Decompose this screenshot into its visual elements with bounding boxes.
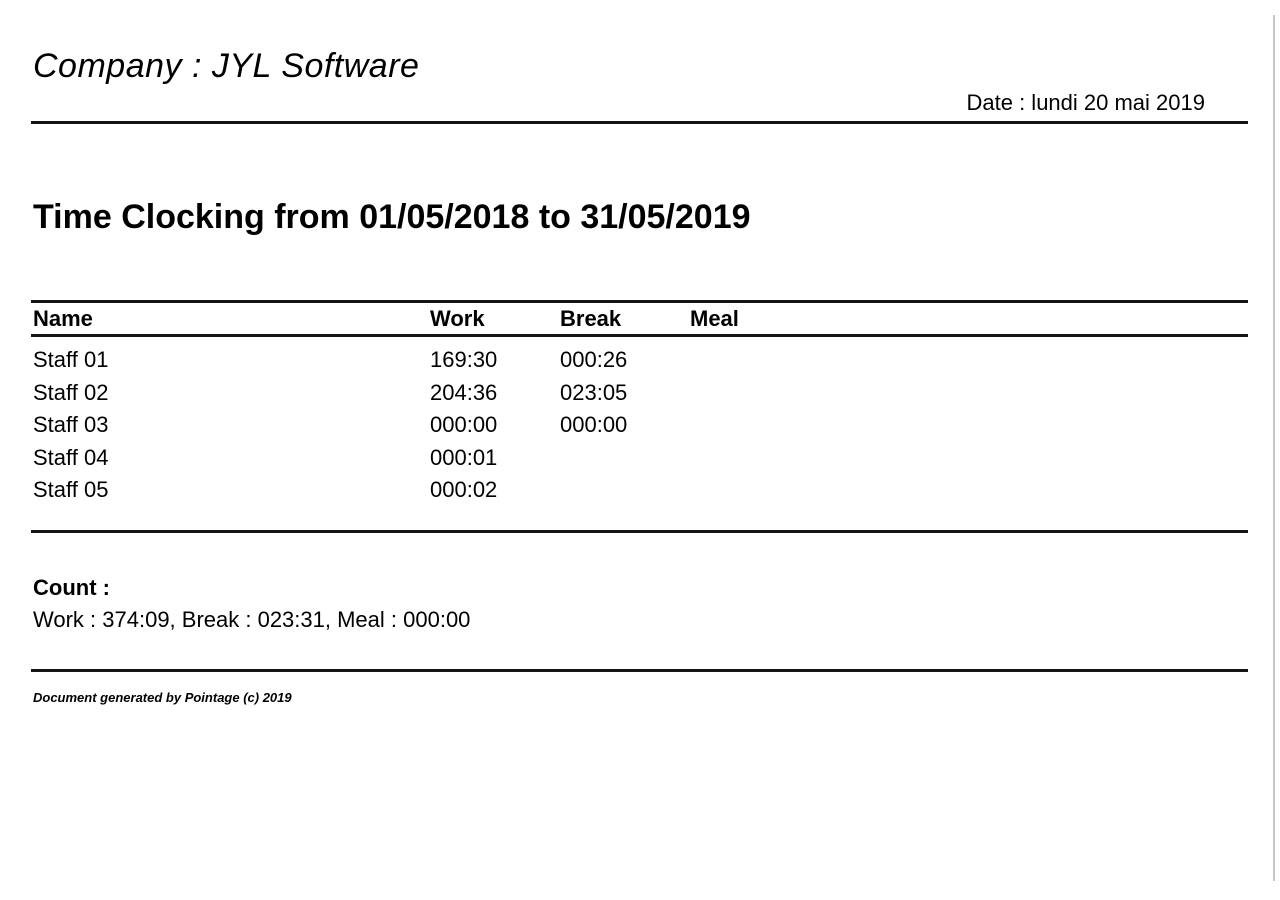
cell-work: 169:30 (430, 347, 498, 372)
cell-work: 000:02 (430, 477, 498, 502)
report-title: Time Clocking from 01/05/2018 to 31/05/2019 (33, 198, 751, 236)
table-row (33, 474, 1248, 507)
column-header-work: Work (430, 306, 485, 331)
cell-work: 204:36 (430, 379, 498, 405)
cell-name: Staff 02 (33, 379, 109, 405)
column-header-name: Name (33, 306, 93, 331)
table-bottom-rule (31, 530, 1248, 533)
cell-break: 000:00 (560, 412, 628, 437)
table-row (33, 344, 1248, 377)
cell-meal (690, 377, 1248, 410)
cell-break (560, 442, 690, 475)
table-body (33, 344, 1248, 507)
cell-break: 000:26 (560, 347, 628, 372)
table-row (33, 377, 1248, 410)
cell-work: 000:01 (430, 444, 498, 470)
cell-break: 023:05 (560, 379, 628, 405)
table-row (33, 442, 1248, 475)
cell-name: Staff 05 (33, 477, 109, 502)
table-header-rule (31, 334, 1248, 337)
cell-meal (690, 409, 1248, 442)
cell-name: Staff 03 (33, 412, 109, 437)
cell-meal (690, 442, 1248, 475)
header-divider-rule (31, 121, 1248, 124)
cell-name: Staff 04 (33, 444, 109, 470)
page-right-edge (1273, 15, 1275, 881)
cell-work: 000:00 (430, 412, 498, 437)
cell-meal (690, 474, 1248, 507)
count-label: Count : (33, 575, 110, 600)
table-header-row (33, 306, 1248, 332)
table-top-rule (31, 300, 1248, 303)
cell-name: Staff 01 (33, 347, 109, 372)
cell-break (560, 474, 690, 507)
column-header-break: Break (560, 306, 622, 331)
table-row (33, 409, 1248, 442)
cell-meal (690, 344, 1248, 377)
footer-divider-rule (31, 669, 1248, 672)
company-title: Company : JYL Software (33, 47, 420, 85)
report-date: Date : lundi 20 mai 2019 (966, 90, 1205, 115)
footer-note: Document generated by Pointage (c) 2019 (33, 690, 292, 705)
time-clocking-table (33, 300, 1248, 533)
column-header-meal: Meal (690, 306, 739, 331)
count-summary: Work : 374:09, Break : 023:31, Meal : 000:00 (33, 607, 471, 632)
